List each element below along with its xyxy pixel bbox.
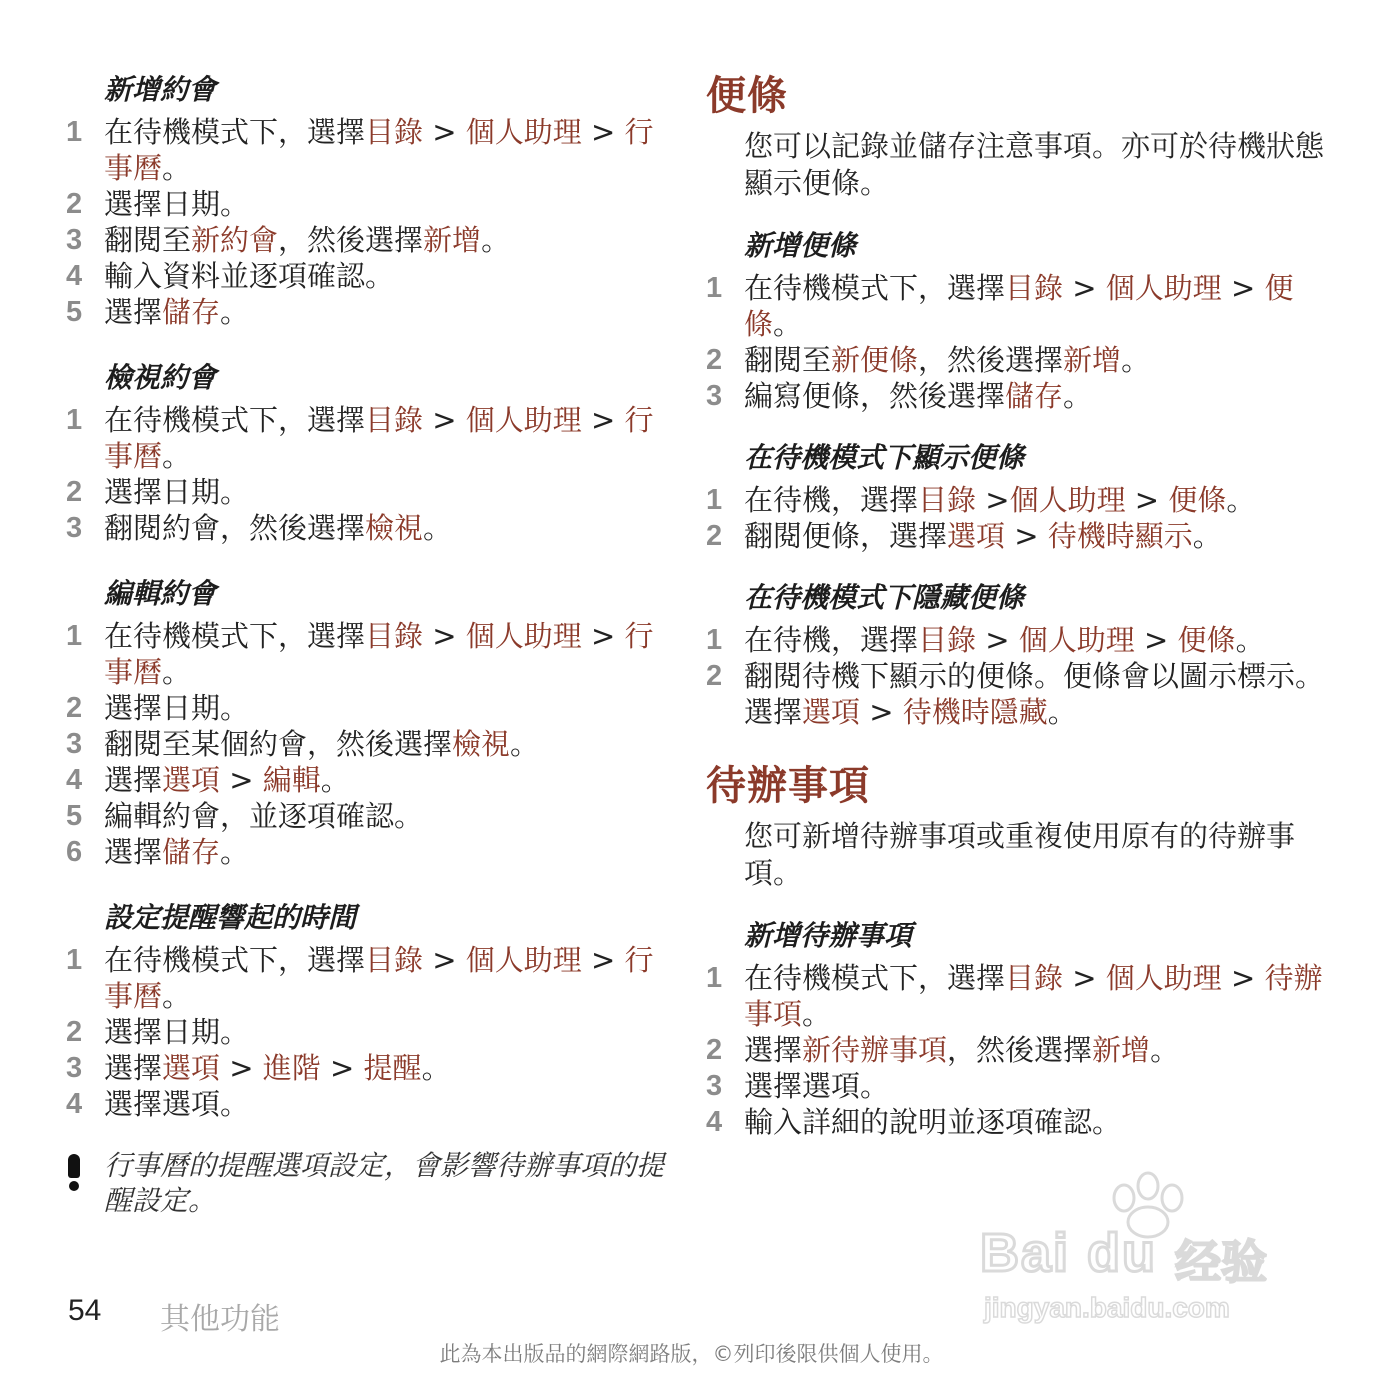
step-text-fragment: > [1221,271,1265,305]
subsection-heading: 檢視約會 [104,361,217,394]
menu-path-link: 便條 [1177,623,1236,657]
step-text-fragment: 。 [1226,483,1256,517]
step-text-fragment: 選擇日期。 [104,691,250,725]
step-text-fragment: 翻閱至 [104,223,192,257]
menu-path-link: 待辦事項 [744,961,1323,1031]
step-text [104,510,666,546]
menu-path-link: 新約會 [191,223,279,257]
menu-path-link: 目錄 [918,483,977,517]
step-text-fragment: > [220,763,263,797]
section-intro: 您可以記錄並儲存注意事項。亦可於待機狀態顯示便條。 [744,129,1325,200]
menu-path-link: 新增 [423,223,482,257]
menu-path-link: 個人助理 [1105,271,1222,305]
subsection-heading: 新增便條 [744,229,857,262]
step-text-fragment: > [423,115,466,149]
step-number: 6 [66,836,83,868]
step-text-fragment: 。 [510,727,540,761]
step-number: 3 [66,1052,83,1084]
step-text-fragment: 。 [1121,343,1151,377]
subsection-heading: 在待機模式下顯示便條 [744,441,1025,474]
menu-path-link: 目錄 [365,403,424,437]
step-text-fragment: > [220,1051,263,1085]
step-text [744,342,1326,378]
step-text-fragment: 。 [1047,695,1077,729]
step-text [104,942,666,1014]
step-text-fragment: 在待機模式下，選擇 [104,619,366,653]
step-text-fragment: > [423,403,466,437]
step-number: 3 [706,1070,723,1102]
step-item [706,1104,1326,1140]
exclamation-bar [68,1154,80,1178]
page-number: 54 [68,1294,102,1327]
step-text-fragment: 。 [220,295,250,329]
step-item [66,114,666,186]
step-item [706,622,1326,658]
step-text-fragment: > [423,619,466,653]
step-item [706,378,1326,414]
section-spacer [66,546,666,574]
menu-path-link: 目錄 [1005,271,1064,305]
step-text-fragment: 翻閱至某個約會，然後選擇 [104,727,453,761]
footer-section-name: 其他功能 [160,1302,280,1337]
subsection-heading: 新增約會 [104,73,217,106]
step-item [66,186,666,222]
step-text-fragment: 。 [1235,623,1265,657]
section-spacer [66,870,666,898]
step-text [104,258,666,294]
step-text [104,798,666,834]
step-text [744,1104,1326,1140]
step-text-fragment: 翻閱便條，選擇 [744,519,948,553]
step-number: 1 [706,624,723,656]
step-text-fragment: 翻閱至 [744,343,832,377]
exclamation-icon [66,1148,104,1188]
step-text-fragment: 翻閱約會，然後選擇 [104,511,366,545]
step-text [104,114,666,186]
step-text [744,1032,1326,1068]
step-text-fragment: 選擇日期。 [104,1015,250,1049]
step-number: 2 [706,520,723,552]
menu-path-link: 新待辦事項 [802,1033,948,1067]
step-text-fragment: 選擇日期。 [104,187,250,221]
step-number: 1 [66,944,83,976]
section-spacer [706,414,1326,438]
step-text [104,222,666,258]
subsection-heading: 編輯約會 [104,577,217,610]
menu-path-link: 選項 [947,519,1006,553]
step-number: 4 [66,764,83,796]
step-text [744,622,1326,658]
step-text-fragment: 。 [162,655,192,689]
menu-path-link: 個人助理 [465,943,582,977]
section-spacer [706,554,1326,578]
step-text-fragment: 。 [1192,519,1222,553]
step-item [66,1014,666,1050]
step-text-fragment: 選擇選項。 [744,1069,890,1103]
step-number: 3 [66,224,83,256]
step-text-fragment: 。 [802,997,832,1031]
step-number: 2 [706,344,723,376]
step-text-fragment: 選擇 [104,835,163,869]
step-text-fragment: > [1063,271,1106,305]
step-text-fragment: 。 [162,979,192,1013]
step-item [66,474,666,510]
baidu-watermark [980,1170,1310,1330]
step-text [744,1068,1326,1104]
menu-path-link: 個人助理 [465,115,582,149]
menu-path-link: 提醒 [363,1051,422,1085]
step-item [66,798,666,834]
step-item [66,294,666,330]
step-text [744,482,1326,518]
step-text-fragment: > [1005,519,1048,553]
step-text [104,474,666,510]
step-list [706,622,1326,730]
step-text-fragment: > [581,619,625,653]
step-text [744,270,1326,342]
menu-path-link: 個人助理 [1105,961,1222,995]
step-text-fragment: 。 [162,439,192,473]
step-text [104,618,666,690]
step-number: 1 [66,116,83,148]
step-text [104,1050,666,1086]
step-list [66,402,666,546]
menu-path-link: 行事曆 [104,943,654,1013]
menu-path-link: 個人助理 [1009,483,1126,517]
step-text-fragment: 翻閱待機下顯示的便條。便條會以圖示標示。選擇 [744,659,1325,729]
step-text-fragment: > [976,623,1019,657]
step-number: 1 [66,620,83,652]
step-text [744,378,1326,414]
subsection-heading: 設定提醒響起的時間 [104,901,357,934]
step-text-fragment: > [1134,623,1178,657]
step-list [706,960,1326,1140]
step-item [66,1086,666,1122]
step-text [104,690,666,726]
menu-path-link: 待機時隱藏 [902,695,1048,729]
menu-path-link: 行事曆 [104,403,654,473]
step-item [66,510,666,546]
section-spacer [706,202,1326,226]
step-text-fragment: 。 [162,151,192,185]
step-number: 4 [706,1106,723,1138]
step-text-fragment: 。 [220,835,250,869]
step-text-fragment: 在待機模式下，選擇 [104,403,366,437]
subsection-heading: 在待機模式下隱藏便條 [744,581,1025,614]
step-text [104,1014,666,1050]
section-spacer [66,330,666,358]
step-text-fragment: > [1221,961,1265,995]
watermark-brand: Bai du [980,1223,1158,1283]
step-number: 1 [706,962,723,994]
step-number: 5 [66,800,83,832]
subsection-heading: 新增待辦事項 [744,919,913,952]
menu-path-link: 行事曆 [104,115,654,185]
step-text-fragment: > [581,943,625,977]
step-text-fragment: 在待機模式下，選擇 [744,961,1006,995]
step-text-fragment: ，然後選擇 [947,1033,1093,1067]
step-text-fragment: 選擇 [104,1051,163,1085]
step-number: 2 [66,692,83,724]
step-number: 3 [66,512,83,544]
menu-path-link: 儲存 [162,835,221,869]
step-text-fragment: 選擇 [104,295,163,329]
step-text-fragment: 。 [421,1051,451,1085]
menu-path-link: 選項 [162,763,221,797]
step-item [66,690,666,726]
step-item [66,222,666,258]
step-item [706,1032,1326,1068]
menu-path-link: 目錄 [365,943,424,977]
right-column [706,70,1326,1140]
step-text-fragment: 。 [423,511,453,545]
step-text [744,518,1326,554]
step-text-fragment: 在待機模式下，選擇 [104,115,366,149]
exclamation-dot [69,1181,79,1191]
step-text-fragment: > [860,695,903,729]
step-text-fragment: > [581,403,625,437]
step-text-fragment: > [1125,483,1169,517]
step-item [706,1068,1326,1104]
menu-path-link: 目錄 [1005,961,1064,995]
step-number: 1 [706,484,723,516]
step-number: 3 [66,728,83,760]
step-text-fragment: > [976,483,1010,517]
step-number: 3 [706,380,723,412]
menu-path-link: 選項 [162,1051,221,1085]
step-text-fragment: > [320,1051,364,1085]
step-text-fragment: 在待機，選擇 [744,623,919,657]
menu-path-link: 進階 [262,1051,321,1085]
watermark-url: jingyan.baidu.com [984,1292,1230,1323]
menu-path-link: 新增 [1063,343,1122,377]
step-text [104,726,666,762]
section-spacer [706,892,1326,916]
step-item [66,618,666,690]
step-text [104,402,666,474]
step-text-fragment: 編輯約會，並逐項確認。 [104,799,424,833]
step-text-fragment: 輸入詳細的說明並逐項確認。 [744,1105,1122,1139]
menu-path-link: 編輯 [262,763,321,797]
menu-path-link: 待機時顯示 [1047,519,1193,553]
step-number: 2 [66,1016,83,1048]
step-item [66,402,666,474]
warning-note-text: 行事曆的提醒選項設定，會影響待辦事項的提醒設定。 [104,1149,665,1217]
menu-path-link: 目錄 [365,619,424,653]
step-text [104,186,666,222]
step-text [104,762,666,798]
step-text-fragment: 在待機，選擇 [744,483,919,517]
section-title: 便條 [706,73,788,119]
step-number: 2 [706,660,723,692]
menu-path-link: 新便條 [831,343,919,377]
step-text-fragment: 。 [320,763,350,797]
step-text-fragment: 選擇 [104,763,163,797]
step-number: 1 [706,272,723,304]
step-list [66,114,666,330]
step-number: 4 [66,1088,83,1120]
menu-path-link: 檢視 [452,727,511,761]
menu-path-link: 便條 [744,271,1294,341]
step-item [66,834,666,870]
step-text-fragment: 。 [1150,1033,1180,1067]
menu-path-link: 儲存 [1005,379,1064,413]
menu-path-link: 目錄 [365,115,424,149]
step-text [744,658,1326,730]
step-item [66,942,666,1014]
step-text [744,960,1326,1032]
step-text-fragment: > [581,115,625,149]
menu-path-link: 便條 [1168,483,1227,517]
step-text-fragment: 輸入資料並逐項確認。 [104,259,395,293]
section-title: 待辦事項 [706,763,870,809]
menu-path-link: 個人助理 [465,619,582,653]
step-number: 4 [66,260,83,292]
step-list [66,618,666,870]
menu-path-link: 行事曆 [104,619,654,689]
menu-path-link: 個人助理 [465,403,582,437]
step-list [706,270,1326,414]
step-list [66,942,666,1122]
group-spacer [706,730,1326,760]
menu-path-link: 目錄 [918,623,977,657]
menu-path-link: 儲存 [162,295,221,329]
step-item [706,482,1326,518]
step-item [706,960,1326,1032]
section-intro: 您可新增待辦事項或重複使用原有的待辦事項。 [744,819,1296,890]
step-number: 1 [66,404,83,436]
step-text-fragment: ，然後選擇 [278,223,424,257]
copyright-notice: 此為本出版品的網際網路版，©列印後限供個人使用。 [439,1342,944,1366]
step-text-fragment: 在待機模式下，選擇 [104,943,366,977]
step-item [706,270,1326,342]
step-text-fragment: > [423,943,466,977]
step-item [706,658,1326,730]
menu-path-link: 個人助理 [1018,623,1135,657]
step-text-fragment: 在待機模式下，選擇 [744,271,1006,305]
step-text-fragment: 選擇選項。 [104,1087,250,1121]
step-text-fragment: 。 [1063,379,1093,413]
step-text-fragment: 。 [481,223,511,257]
watermark-brand-cn: 经验 [1175,1235,1267,1289]
step-number: 2 [706,1034,723,1066]
step-item [706,342,1326,378]
step-text [104,1086,666,1122]
step-item [66,258,666,294]
step-text-fragment: > [1063,961,1106,995]
left-column [66,70,666,1218]
menu-path-link: 新增 [1092,1033,1151,1067]
step-item [66,1050,666,1086]
step-text-fragment: ，然後選擇 [918,343,1064,377]
step-item [66,762,666,798]
step-item [706,518,1326,554]
step-text-fragment: 。 [773,307,803,341]
step-number: 2 [66,476,83,508]
step-text [104,294,666,330]
step-text-fragment: 選擇 [744,1033,803,1067]
menu-path-link: 檢視 [365,511,424,545]
step-text-fragment: 選擇日期。 [104,475,250,509]
step-list [706,482,1326,554]
step-number: 2 [66,188,83,220]
step-number: 5 [66,296,83,328]
step-text-fragment: 編寫便條，然後選擇 [744,379,1006,413]
warning-note [66,1148,666,1218]
step-text [104,834,666,870]
menu-path-link: 選項 [802,695,861,729]
step-item [66,726,666,762]
